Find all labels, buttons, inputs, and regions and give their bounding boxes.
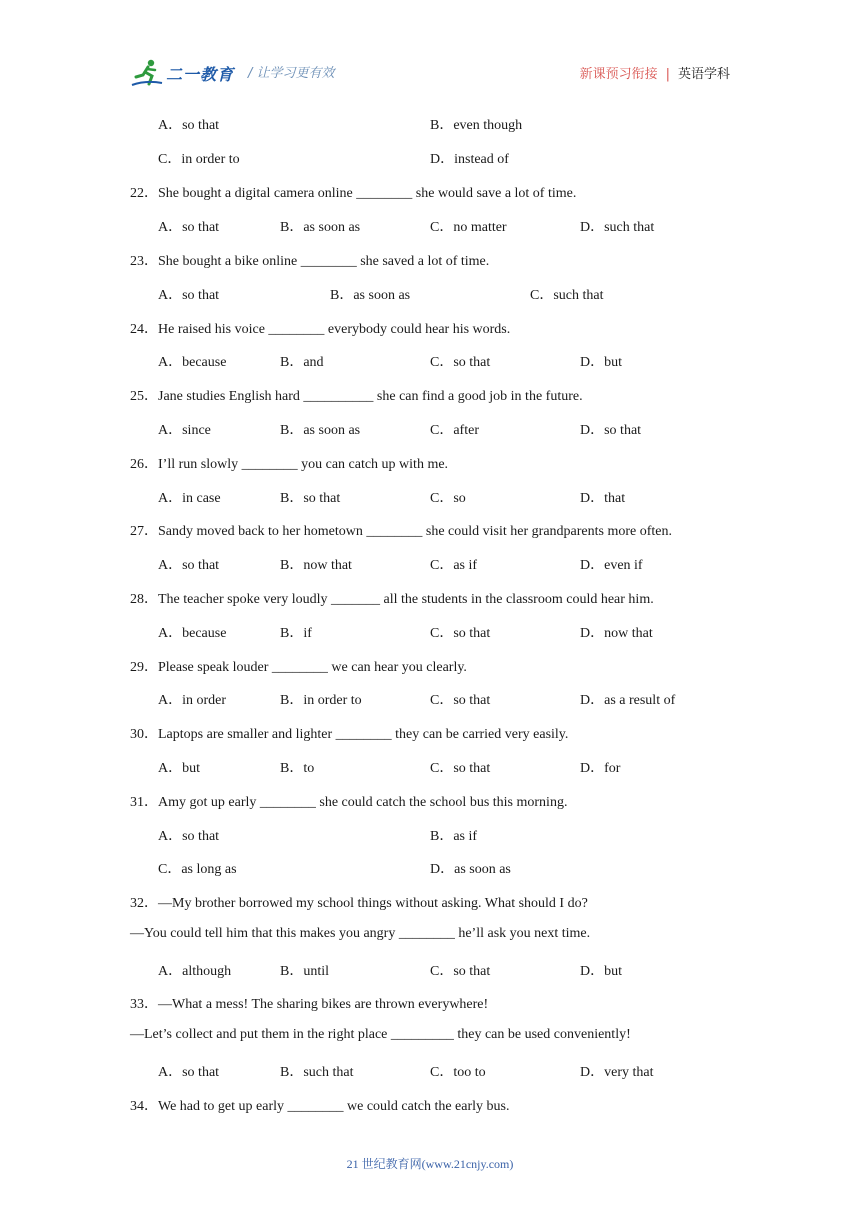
- page-header: [130, 56, 730, 90]
- question-stem: 34．We had to get up early ________ we could catch the early bus.: [130, 1099, 510, 1114]
- option: A．so that: [158, 118, 220, 133]
- option: D．now that: [580, 626, 653, 641]
- runner-logo-icon: [130, 58, 164, 88]
- option: A．so that: [158, 829, 220, 844]
- option: A．so that: [158, 220, 220, 235]
- question-stem-reply: —You could tell him that this makes you angry ________ he’ll ask you next time.: [130, 926, 591, 941]
- option: B．until: [280, 964, 330, 979]
- option: B．as if: [430, 829, 478, 844]
- question-stem-reply: —Let’s collect and put them in the right place _________ they can be used conveniently!: [130, 1027, 631, 1042]
- question-stem: 29．Please speak louder ________ we can hear you clearly.: [130, 660, 467, 675]
- option: B．and: [280, 355, 324, 370]
- option: A．although: [158, 964, 232, 979]
- option: A．so that: [158, 288, 220, 303]
- option: D．very that: [580, 1065, 654, 1080]
- header-right: [580, 63, 730, 82]
- option: B．such that: [280, 1065, 354, 1080]
- logo-text: 二一教育: [166, 64, 235, 84]
- option: D．but: [580, 964, 622, 979]
- option: B．as soon as: [330, 288, 411, 303]
- option: C．so that: [430, 693, 491, 708]
- option: C．no matter: [430, 220, 507, 235]
- option: B．even though: [430, 118, 523, 133]
- question-stem: 32．—My brother borrowed my school things without asking. What should I do?: [130, 896, 588, 911]
- option: D．that: [580, 491, 626, 506]
- option: B．to: [280, 761, 315, 776]
- option: D．as soon as: [430, 862, 511, 877]
- option: C．as if: [430, 558, 478, 573]
- option: D．instead of: [430, 152, 509, 167]
- option: C．so that: [430, 964, 491, 979]
- option: D．but: [580, 355, 622, 370]
- option: C．so that: [430, 355, 491, 370]
- option: D．even if: [580, 558, 643, 573]
- option: A．but: [158, 761, 200, 776]
- option: A．in case: [158, 491, 221, 506]
- question-stem: 27．Sandy moved back to her hometown ________ she could visit her grandparents more often.: [130, 524, 672, 539]
- option: B．in order to: [280, 693, 362, 708]
- option: B．so that: [280, 491, 341, 506]
- question-stem: 25．Jane studies English hard __________ she can find a good job in the future.: [130, 389, 583, 404]
- option: C．too to: [430, 1065, 486, 1080]
- question-stem: 33．—What a mess! The sharing bikes are thrown everywhere!: [130, 997, 489, 1012]
- option: A．because: [158, 355, 227, 370]
- option: A．because: [158, 626, 227, 641]
- question-stem: 23．She bought a bike online ________ she saved a lot of time.: [130, 254, 490, 269]
- option: C．so: [430, 491, 466, 506]
- option: C．so that: [430, 626, 491, 641]
- subject-title: 英语学科: [677, 67, 730, 82]
- option: C．in order to: [158, 152, 240, 167]
- slogan: / 让学习更有效: [248, 66, 335, 81]
- question-stem: 26．I’ll run slowly ________ you can catch up with me.: [130, 457, 449, 472]
- option: D．for: [580, 761, 621, 776]
- question-stem: 31．Amy got up early ________ she could catch the school bus this morning.: [130, 795, 568, 810]
- page-footer: 21 世纪教育网(www.21cnjy.com): [346, 1157, 514, 1171]
- option: A．since: [158, 423, 211, 438]
- option: D．so that: [580, 423, 642, 438]
- question-stem: 24．He raised his voice ________ everybody could hear his words.: [130, 322, 511, 337]
- option: C．as long as: [158, 862, 237, 877]
- course-title: 新课预习衔接: [579, 67, 658, 82]
- option: D．such that: [580, 220, 655, 235]
- option: D．as a result of: [580, 693, 676, 708]
- header-separator: |: [665, 67, 670, 82]
- question-stem: 22．She bought a digital camera online ________ she would save a lot of time.: [130, 186, 577, 201]
- option: C．so that: [430, 761, 491, 776]
- option: A．in order: [158, 693, 227, 708]
- question-stem: 28．The teacher spoke very loudly _______ all the students in the classroom could hear him.: [130, 592, 654, 607]
- option: C．after: [430, 423, 479, 438]
- option: B．now that: [280, 558, 352, 573]
- option: B．as soon as: [280, 220, 361, 235]
- option: A．so that: [158, 558, 220, 573]
- option: A．so that: [158, 1065, 220, 1080]
- option: B．if: [280, 626, 312, 641]
- question-stem: 30．Laptops are smaller and lighter ________ they can be carried very easily.: [130, 727, 569, 742]
- logo: [130, 58, 234, 88]
- option: C．such that: [530, 288, 604, 303]
- option: B．as soon as: [280, 423, 361, 438]
